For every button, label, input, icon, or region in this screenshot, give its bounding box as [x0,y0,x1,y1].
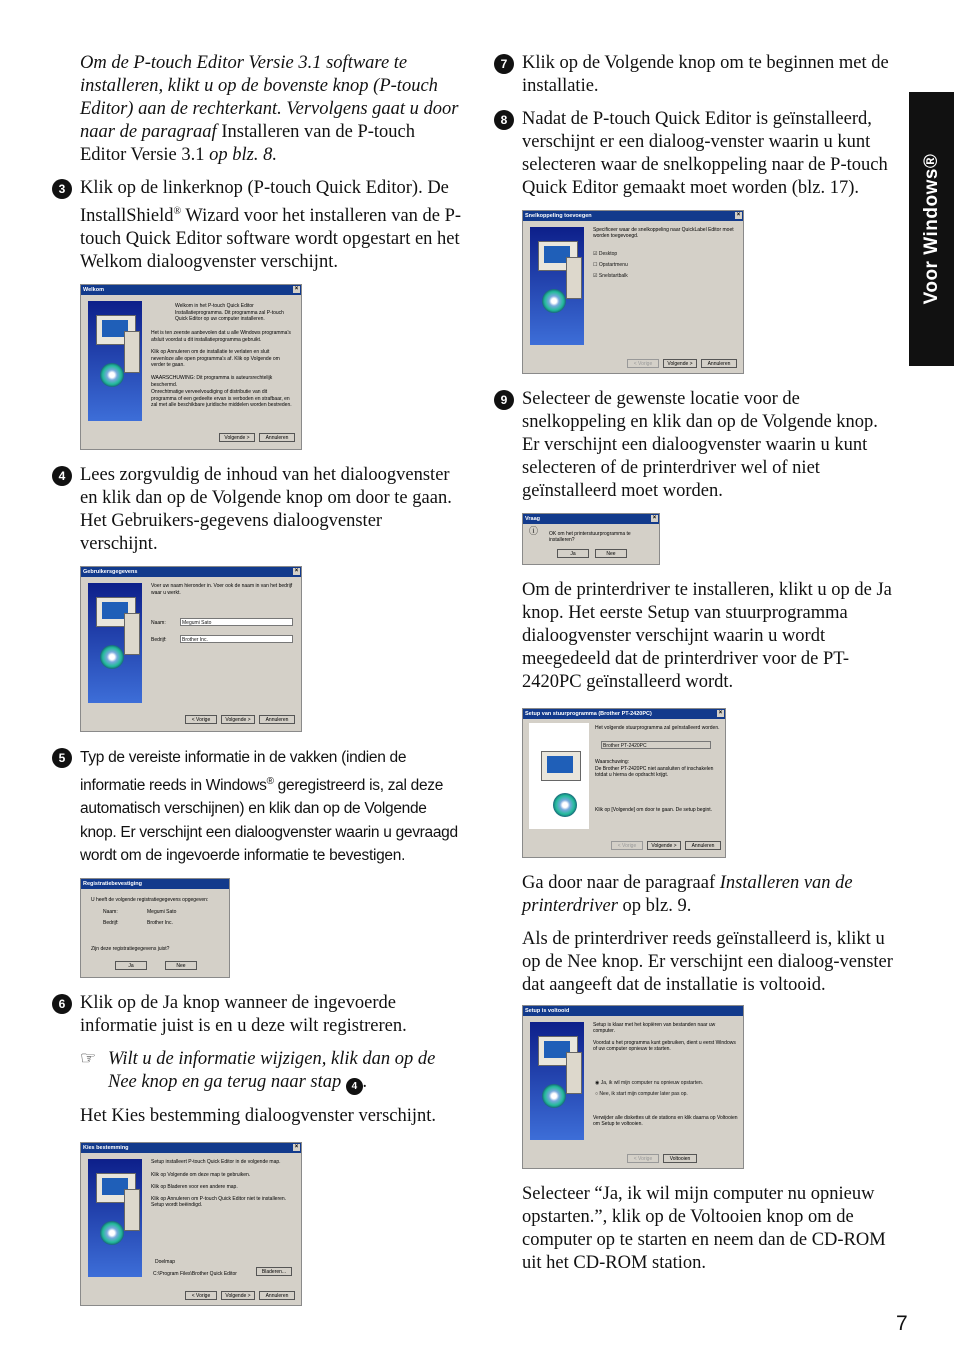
next-button: Volgende > [663,359,697,368]
paragraph-restart: Selecteer “Ja, ik wil mijn computer nu opnieuw opstarten.”, klik op de Voltooien knop om de computer op te starten en neem dan de CD-ROM uit het CD-ROM station. [522,1184,886,1273]
browse-button: Bladeren... [256,1267,292,1276]
option-restart-now: ◉ Ja, ik wil mijn computer nu opnieuw opstarten. [595,1080,704,1086]
cancel-button: Annuleren [259,715,295,724]
close-icon: × [718,710,723,716]
step-text: Lees zorgvuldig de inhoud van het dialoogvenster en klik dan op de Volgende knop om door te gaan. Het Gebruikers-gegevens dialoogvenster verschijnt. [80,465,452,555]
step-number: 8 [494,110,514,130]
step-4 [52,464,462,556]
back-button: < Vorige [185,1291,217,1300]
dialog-title: Kies bestemming [83,1144,129,1151]
name-value: Megumi Sato [147,908,177,915]
dialog-title: Registratiebevestiging [83,880,142,887]
dialog-text: Klik op [Volgende] om door te gaan. De setup begint. [595,807,713,813]
intro-normal: Installeren van de P-touch Editor Versie 3.1 [80,122,415,165]
cancel-button: Annuleren [259,1291,295,1300]
step-text [80,746,462,868]
company-field: Brother Inc. [180,635,293,643]
back-button: < Vorige [185,715,217,724]
setup-artwork [88,1159,142,1277]
next-button: Volgende > [219,433,255,442]
close-icon: × [736,212,741,218]
gebruikersgegevens-dialog-screenshot [80,566,302,732]
snelkoppeling-dialog-screenshot [522,210,744,374]
option-desktop: ☑ Desktop [593,251,618,257]
company-value: Brother Inc. [147,919,173,926]
dialog-text: De Brother PT-2420PC niet aansluiten of inschakelen totdat u hierna de opdracht krijgt. [595,766,714,779]
dialog-titlebar [523,211,743,221]
dialog-text: WAARSCHUWING: Dit programma is auteursrechtelijk beschermd. [151,375,273,388]
pointing-hand-icon: ☞ [80,1047,97,1068]
name-label: Naam: [151,620,166,627]
step-number: 7 [494,54,514,74]
dialog-text: Setup installeert P-touch Quick Editor in de volgende map. [151,1158,281,1165]
cd-icon [100,645,124,669]
dialog-text: Waarschuwing: [595,759,629,765]
close-icon: × [294,286,299,293]
para2-text-a: Ga door naar de paragraaf [522,873,720,893]
next-button: Volgende > [221,715,255,724]
driver-name-field: Brother PT-2420PC [601,741,711,749]
section-tab [909,92,954,366]
dialog-title: Welkom [83,287,104,294]
dialog-title: Setup van stuurprogramma (Brother PT-2420PC) [525,711,652,717]
dialog-text: Specificeer waar de snelkoppeling naar QuickLabel Editor moet worden toegevoegd. [593,227,734,240]
setup-stuurprogramma-dialog-screenshot [522,708,726,858]
cd-icon [100,363,124,387]
para2-text-b: op blz. 9. [617,896,692,916]
dialog-text: Het volgende stuurprogramma zal geïnstalleerd worden. [595,725,720,731]
dialog-titlebar [523,709,725,719]
left-column [52,52,462,1320]
setup-voltooid-dialog-screenshot [522,1005,744,1169]
cancel-button: Annuleren [259,433,295,442]
registered-mark: ® [266,775,274,787]
close-icon: × [294,1143,299,1150]
step-text [80,177,462,274]
step-number: 9 [494,390,514,410]
intro-italic-2: op blz. 8. [209,145,277,165]
no-button: Nee [165,961,197,970]
note-text-a: Wilt u de informatie wijzigen, klik dan op de Nee knop en ga terug naar stap [108,1048,436,1092]
next-button: Volgende > [221,1291,255,1300]
setup-artwork [88,583,142,703]
finish-button: Voltooien [663,1154,697,1163]
registratiebevestiging-dialog-screenshot [80,878,230,978]
question-icon: ⓘ [529,526,539,536]
step-text: Selecteer de gewenste locatie voor de snelkoppeling en klik dan op de Volgende knop. Er verschijnt een dialoogvenster waarin u kunt selecteren of de printerdriver wel of niet geïnstalleerd moet worden. [522,389,878,501]
option-label: Desktop [598,251,618,257]
company-label: Bedrijf: [151,637,167,644]
cd-icon [542,289,566,313]
step-7 [494,52,894,98]
option-startmenu: ☐ Opstartmenu [593,262,628,268]
step3-text-b: Wizard voor het installeren van de P-touch Quick Editor software wordt opgestart en het Welkom dialoogvenster verschijnt. [80,206,462,273]
dialog-titlebar [81,285,301,295]
setup-artwork [529,723,589,829]
paragraph-already-installed: Als de printerdriver reeds geïnstalleerd is, klikt u op de Nee knop. Er verschijnt een dialoog-venster dat aangeeft dat de installatie is voltooid. [522,929,893,995]
dialog-text: Voer uw naam hieronder in. Voer ook de naam in van het bedrijf waar u werkt. [151,583,293,596]
step-number: 5 [52,748,72,768]
group-label: Doelmap [155,1258,176,1265]
option-label: Snelstartbalk [598,273,628,279]
company-label: Bedrijf: [103,919,119,926]
section-tab-label: Voor Windows® [920,153,942,305]
dialog-text: Klik op Annuleren om P-touch Quick Editor niet te installeren. Setup wordt beëindigd. [151,1195,287,1209]
next-button: Volgende > [647,841,681,850]
step-number: 4 [52,466,72,486]
dialog-text: Klik op Annuleren om de installatie te verlaten en sluit nevenloze alle open programma's af. Klik op Volgende om verder te gaan. [151,349,280,368]
intro-paragraph [80,52,462,167]
setup-artwork [530,1022,584,1140]
cd-icon [542,1084,566,1108]
registered-mark: ® [173,206,182,217]
close-icon: × [652,515,657,521]
dialog-titlebar [81,1143,301,1153]
dialog-text: OK om het printerstuurprogramma te installeren? [549,531,631,544]
yes-button: Ja [557,549,589,558]
back-button: < Vorige [627,1154,659,1163]
para2-italic: Installeren van de printerdriver [522,873,853,916]
dialog-question: Zijn deze registratiegegevens juist? [91,945,170,952]
kies-bestemming-dialog-screenshot [80,1142,302,1306]
back-button: < Vorige [627,359,659,368]
cancel-button: Annuleren [685,841,721,850]
step-number: 3 [52,179,72,199]
setup-artwork [88,301,142,421]
vraag-dialog-screenshot [522,513,660,565]
close-icon: × [294,568,299,575]
dialog-title: Snelkoppeling toevoegen [525,213,592,219]
cd-icon [553,793,577,817]
dialog-text: Welkom in het P-touch Quick Editor Installatieprogramma. Dit programma zal P-touch Quick Editor op uw computer installeren. [175,303,284,322]
step-3 [52,177,462,274]
step-9 [494,388,894,503]
welkom-dialog-screenshot [80,284,302,450]
dialog-titlebar [81,879,229,889]
right-column [494,52,894,1275]
intro-italic-1: Om de P-touch Editor Versie 3.1 software te installeren, klikt u op de bovenste knop (P-touch Editor) aan de rechterkant. Vervolgens gaat u door naar de paragraaf [80,53,459,142]
dialog-text: Klik op Bladeren voor een andere map. [151,1183,238,1190]
step-number: 6 [52,994,72,1014]
name-label: Naam: [103,908,118,915]
back-button: < Vorige [611,841,643,850]
dialog-text: Onrechtmatige verveelvoudiging of distributie van dit programma of een gedeelte ervan is verboden en strafbaar, en zal met alle beschikbare juridische middelen worden bestreden. [151,389,292,408]
setup-artwork [530,227,584,345]
note-text-b: . [362,1071,368,1092]
paragraph-continue [522,872,894,918]
name-field: Megumi Sato [180,618,293,626]
step3-text-a: Klik op de linkerknop (P-touch Quick Editor). De InstallShield [80,178,449,227]
dialog-text: Verwijder alle diskettes uit de stations en klik daarna op Voltooien om Setup te voltooien. [593,1115,738,1128]
option-label: Nee, ik start mijn computer later pas op. [599,1091,688,1097]
dialog-title: Setup is voltooid [525,1008,570,1014]
dialog-text: Klik op Volgende om deze map te gebruiken. [151,1171,251,1178]
option-label: Ja, ik wil mijn computer nu opnieuw opstarten. [600,1080,704,1086]
paragraph-install-driver: Om de printerdriver te installeren, klikt u op de Ja knop. Het eerste Setup van stuurprogramma dialoogvenster verschijnt waarin u wordt meegedeeld dat de printerdriver voor de PT-2420PC geïnstalleerd wordt. [522,580,892,692]
page-number: 7 [896,1312,908,1335]
dialog-titlebar [523,514,659,524]
dialog-titlebar [523,1006,743,1016]
after-step6-text: Het Kies bestemming dialoogvenster verschijnt. [80,1105,437,1126]
step-8 [494,108,894,200]
step5-text-a: Typ de vereiste informatie in de vakken (indien de informatie reeds in Windows [80,749,407,794]
dialog-text: U heeft de volgende registratiegegevens opgegeven: [91,896,209,903]
inline-step-number: 4 [346,1078,363,1095]
step-5 [52,746,462,868]
cancel-button: Annuleren [701,359,737,368]
step-text: Nadat de P-touch Quick Editor is geïnstalleerd, verschijnt er een dialoog-venster waarin u kunt selecteren waar de snelkoppeling naar de P-touch Quick Editor gemaakt moet worden (blz. 17). [522,109,888,198]
yes-button: Ja [115,961,147,970]
note [80,1048,462,1095]
step-text: Klik op de Volgende knop om te beginnen met de installatie. [522,53,889,96]
step-6 [52,992,462,1038]
dialog-title: Vraag [525,516,540,522]
dialog-text: Het is ten zeerste aanbevolen dat u alle Windows programma's afsluit voordat u dit installatieprogramma gebruikt. [151,330,291,343]
note-text [108,1048,462,1095]
destination-path: C:\Program Files\Brother Quick Editor [153,1270,237,1277]
step-text: Klik op de Ja knop wanneer de ingevoerde informatie juist is en u deze wilt registreren. [80,992,407,1036]
dialog-text: Setup is klaar met het kopiëren van bestanden naar uw computer. [593,1022,716,1035]
option-label: Opstartmenu [598,262,628,268]
option-restart-later: ○ Nee, ik start mijn computer later pas op. [595,1091,688,1097]
dialog-title: Gebruikersgegevens [83,569,138,576]
option-quicklaunch: ☑ Snelstartbalk [593,273,628,279]
step5-text-b: geregistreerd is, zal deze automatisch verschijnen) en klik dan op de Volgende knop. Er verschijnt een dialoogvenster waarin u gevraagd wordt om de ingevoerde informatie te bevestigen. [80,776,458,865]
no-button: Nee [595,549,627,558]
dialog-titlebar [81,567,301,577]
dialog-text: Voordat u het programma kunt gebruiken, dient u eerst Windows of uw computer opnieuw te starten. [593,1040,736,1053]
cd-icon [100,1221,124,1245]
